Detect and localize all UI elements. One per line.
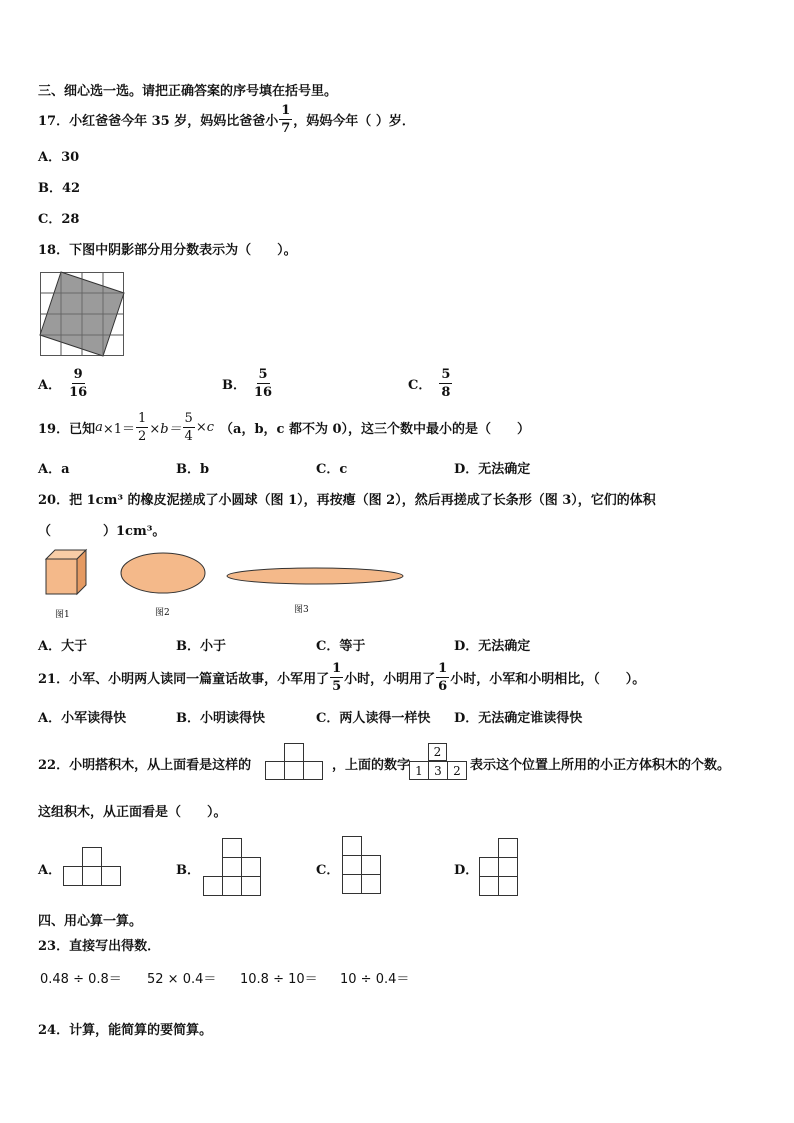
q21-option-c: C．两人读得一样快 — [316, 711, 431, 726]
expr-1: 0.48 ÷ 0.8＝ — [40, 972, 122, 987]
top-view-numbered — [409, 743, 467, 781]
question-24: 24．计算，能简算的要简算。 — [38, 1023, 213, 1038]
q19-option-a: A．a — [38, 462, 70, 477]
option-b-figure — [203, 838, 261, 896]
question-number: 20． — [38, 493, 70, 508]
q19-option-d: D．无法确定 — [454, 462, 531, 477]
question-number: 19． — [38, 422, 70, 437]
fig-2-label: 图2 — [155, 608, 170, 618]
question-22-line2: 这组积木，从正面看是（ ）。 — [38, 805, 227, 820]
question-17 — [38, 104, 415, 135]
question-22-text-b: ，上面的数字 — [332, 758, 411, 773]
option-a-figure — [63, 847, 121, 887]
question-21: 21． 小军、小明两人读同一篇童话故事，小军用了 $\frac{1}{5}$ 小时，小明用了 $\frac{1}{6}$ 小时，小军和小明相比，（ ）。 — [38, 661, 646, 694]
expr-4: 10 ÷ 0.4＝ — [340, 972, 410, 987]
q19-option-c: C．c — [316, 462, 348, 477]
question-number: 21． — [38, 672, 70, 687]
question-22-num: 22．小明搭积木，从上面看是这样的 — [38, 758, 252, 773]
question-19: 19． 已知 a ×1＝ $\frac{1}{2}$ ×b＝ $\frac{5}{4}$ ×c （a，b，c 都不为 0），这三个数中最小的是（ ） — [38, 411, 531, 444]
section-3-title: 三、细心选一选。请把正确答案的序号填在括号里。 — [38, 84, 338, 99]
q17-option-c: C．28 — [38, 212, 80, 227]
question-text: 把 1cm³ 的橡皮泥搓成了小圆球（图 1），再按瘪（图 2），然后再搓成了长条形（图 3），它们的体积 — [69, 493, 656, 508]
q18-option-a: A． $\frac{9}{16}$ — [38, 367, 88, 400]
q20-option-d: D．无法确定 — [454, 639, 531, 654]
question-20-line2: （ ）1cm³。 — [38, 524, 166, 539]
question-number: 18． — [38, 243, 70, 258]
q17-option-b: B．42 — [38, 181, 81, 196]
section-4-title: 四、用心算一算。 — [38, 914, 143, 929]
cube-figure — [46, 550, 88, 596]
expr-3: 10.8 ÷ 10＝ — [240, 972, 318, 987]
question-text: 小红爸爸今年 35 岁，妈妈比爸爸小 — [69, 114, 279, 129]
fig-1-label: 图1 — [55, 610, 70, 620]
q21-option-d: D．无法确定谁读得快 — [454, 711, 583, 726]
q17-option-a: A．30 — [38, 150, 80, 165]
question-text-cont: ，妈妈今年（ ）岁． — [293, 114, 415, 129]
q22-option-d-label: D． — [454, 863, 479, 878]
q22-option-b-label: B． — [176, 863, 200, 878]
digit-cell: 2 — [447, 761, 467, 780]
q22-option-c-label: C． — [316, 863, 340, 878]
q22-option-a-label: A． — [38, 863, 62, 878]
digit-cell: 2 — [428, 743, 447, 761]
q20-option-b: B．小于 — [176, 639, 227, 654]
question-23: 23．直接写出得数． — [38, 939, 161, 954]
q21-option-b: B．小明读得快 — [176, 711, 266, 726]
q18-option-b: B． $\frac{5}{16}$ — [222, 367, 273, 400]
q18-option-c: C． $\frac{5}{8}$ — [408, 367, 451, 400]
digit-cell: 1 — [409, 761, 429, 780]
expr-2: 52 × 0.4＝ — [147, 972, 217, 987]
option-d-figure — [479, 838, 519, 896]
fraction-denominator: 7 — [281, 121, 291, 136]
question-22-text-c: 表示这个位置上所用的小正方体积木的个数。 — [470, 758, 731, 773]
fig-3-label: 图3 — [294, 605, 309, 615]
digit-cell: 3 — [428, 761, 448, 780]
ellipse-figure — [120, 552, 206, 594]
q20-option-a: A．大于 — [38, 639, 88, 654]
fraction — [279, 104, 292, 135]
fraction-numerator: 1 — [281, 103, 291, 118]
option-c-figure — [342, 836, 382, 894]
top-view-figure — [265, 743, 323, 781]
question-text: 下图中阴影部分用分数表示为（ ）。 — [69, 243, 297, 258]
grid-figure — [40, 272, 124, 356]
question-18 — [38, 239, 297, 258]
q21-option-a: A．小军读得快 — [38, 711, 127, 726]
q19-option-b: B．b — [176, 462, 210, 477]
question-number: 17． — [38, 114, 70, 129]
long-strip-figure — [226, 567, 404, 585]
question-20 — [38, 489, 656, 508]
q20-option-c: C．等于 — [316, 639, 366, 654]
